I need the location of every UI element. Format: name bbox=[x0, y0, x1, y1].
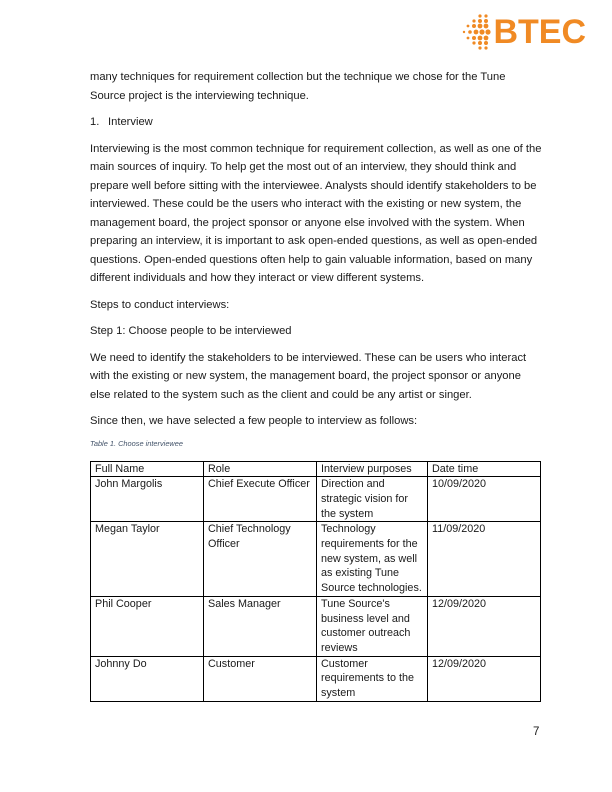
header-role: Role bbox=[204, 461, 317, 477]
step1-heading: Step 1: Choose people to be interviewed bbox=[90, 325, 292, 337]
since-paragraph: Since then, we have selected a few people to interview as follows: bbox=[90, 415, 418, 427]
cell-date: 12/09/2020 bbox=[428, 596, 541, 656]
steps-heading: Steps to conduct interviews: bbox=[90, 298, 230, 311]
cell-purpose: Tune Source's business level and customer outreach reviews bbox=[317, 596, 428, 656]
identify-paragraph: We need to identify the stakeholders to be interviewed. These can be users who interact with the existing or new system, the management board, the project sponsor or anyone else related to the system such as the client and could be any artist or singer. bbox=[90, 351, 527, 401]
table-row bbox=[91, 596, 541, 656]
cell-date: 11/09/2020 bbox=[428, 522, 541, 597]
list-number: 1. bbox=[90, 116, 100, 128]
cell-full-name: John Margolis bbox=[91, 477, 204, 522]
list-item-interview bbox=[90, 113, 542, 132]
cell-role: Chief Technology Officer bbox=[204, 522, 317, 597]
table-row bbox=[91, 656, 541, 701]
header-full-name: Full Name bbox=[91, 461, 204, 477]
cell-purpose: Customer requirements to the system bbox=[317, 656, 428, 701]
cell-role: Sales Manager bbox=[204, 596, 317, 656]
interviewing-paragraph: Interviewing is the most common technique for requirement collection, as well as one of the main sources of inquiry. To help get the most out of an interview, they should think and prepare well before sitting with the interviewee. Analysts should identify stakeholders to be interviewed. These could be the users who interact with the existing or new system, the management board, the project sponsor or anyone else involved with the system. When preparing an interview, it is important to ask open-ended questions, as well as open-ended questions. Open-ended questions often help to gain valuable information, based on many different individuals and how they interact or view different systems. bbox=[90, 142, 542, 284]
table-caption: Table 1. Choose interviewee bbox=[90, 438, 183, 448]
cell-full-name: Phil Cooper bbox=[91, 596, 204, 656]
cell-purpose: Technology requirements for the new system, as well as existing Tune Source technologies. bbox=[317, 522, 428, 597]
logo-text: BTEC bbox=[493, 13, 586, 51]
list-label: Interview bbox=[108, 116, 153, 128]
cell-date: 10/09/2020 bbox=[428, 477, 541, 522]
header-interview-purposes: Interview purposes bbox=[317, 461, 428, 477]
cell-full-name: Johnny Do bbox=[91, 656, 204, 701]
page-content bbox=[90, 68, 542, 702]
cell-role: Customer bbox=[204, 656, 317, 701]
intro-paragraph: many techniques for requirement collection but the technique we chose for the Tune Source project is the interviewing technique. bbox=[90, 71, 506, 102]
table-row bbox=[91, 522, 541, 597]
table-header-row bbox=[91, 461, 541, 477]
cell-date: 12/09/2020 bbox=[428, 656, 541, 701]
page-number: 7 bbox=[533, 726, 540, 738]
dot-pattern-icon bbox=[462, 13, 492, 51]
cell-purpose: Direction and strategic vision for the system bbox=[317, 477, 428, 522]
cell-full-name: Megan Taylor bbox=[91, 522, 204, 597]
interviewee-table bbox=[90, 461, 541, 702]
table-row bbox=[91, 477, 541, 522]
btec-logo bbox=[462, 12, 586, 52]
header-date-time: Date time bbox=[428, 461, 541, 477]
cell-role: Chief Execute Officer bbox=[204, 477, 317, 522]
